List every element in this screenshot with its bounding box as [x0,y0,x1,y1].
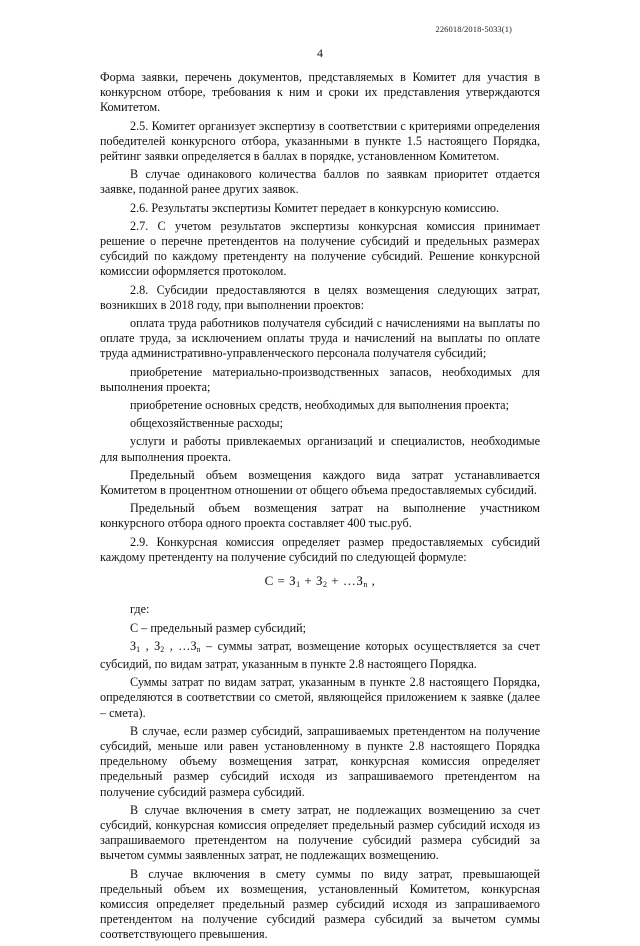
paragraph: В случае включения в смету затрат, не подлежащих возмещению за счет субсидий, конкурсная комиссия определяет предельный размер субсидий исходя из запрашиваемого претендентом на получение субсидий размера субсидий за вычетом суммы заявленных затрат, не подлежащих возмещению. [100,802,540,863]
paragraph: 2.8. Субсидии предоставляются в целях возмещения следующих затрат, возникших в 2018 году, при выполнении проектов: [100,282,540,312]
formula: $С = З_1 + З_2$ + $\dots З_n$ , [264,573,376,590]
document-body [100,70,540,946]
list-item: услуги и работы привлекаемых организаций и специалистов, необходимые для выполнения проекта. [100,434,540,464]
definition-z: $З_1$ , $З_2$ , $\dots З_n$ – суммы затрат, возмещение которых осуществляется за счет субсидий, по видам затрат, указанным в пункте 2.8 настоящего Порядка. [100,638,540,671]
list-item: приобретение основных средств, необходимых для выполнения проекта; [130,398,509,413]
definition-c: С – предельный размер субсидий; [130,620,307,635]
paragraph: В случае одинакового количества баллов по заявкам приоритет отдается заявке, поданной ранее других заявок. [100,167,540,197]
paragraph: В случае включения в смету суммы по виду затрат, превышающей предельный объем их возмещения, установленный Комитетом, конкурсная комиссия определяет предельный размер субсидий исходя из запрашиваемого претендентом на получение субсидий размера субсидий за вычетом суммы соответствующего превышения. [100,866,540,942]
paragraph: Предельный объем возмещения затрат на выполнение участником конкурсного отбора одного проекта составляет 400 тыс.руб. [100,501,540,531]
paragraph: В случае, если размер субсидий, запрашиваемых претендентом на получение субсидий, меньше или равен установленному в пункте 2.8 настоящего Порядка предельному объему возмещения затрат, конкурсная комиссия определяет предельный размер субсидий исходя из запрашиваемого претендентом на получение субсидий размера субсидий. [100,723,540,799]
paragraph: Форма заявки, перечень документов, представляемых в Комитет для участия в конкурсном отборе, требования к ним и сроки их представления утверждаются Комитетом. [100,70,540,115]
paragraph: 2.9. Конкурсная комиссия определяет размер предоставляемых субсидий каждому претенденту на получение субсидий по следующей формуле: [100,534,540,564]
list-item: общехозяйственные расходы; [130,416,284,431]
document-id: 226018/2018-5033(1) [435,24,512,34]
paragraph: Суммы затрат по видам затрат, указанным в пункте 2.8 настоящего Порядка, определяются в соответствии со сметой, являющейся приложением к заявке (далее – смета). [100,675,540,720]
paragraph: Предельный объем возмещения каждого вида затрат устанавливается Комитетом в процентном отношении от общего объема предоставляемых субсидий. [100,467,540,498]
where-label: где: [130,602,150,617]
paragraph: 2.5. Комитет организует экспертизу в соответствии с критериями определения победителей конкурсного отбора, указанными в пункте 1.5 настоящего Порядка, рейтинг заявки определяется в баллах в порядке, установленном Комитетом. [100,118,540,164]
list-item: приобретение материально-производственных запасов, необходимых для выполнения проекта; [100,364,540,394]
paragraph: 2.7. С учетом результатов экспертизы конкурсная комиссия принимает решение о перечне претендентов на получение субсидий и предельных размерах субсидий по каждому претенденту на получение субсидий. Решение конкурсной комиссии оформляется протоколом. [100,218,540,279]
list-item: оплата труда работников получателя субсидий с начислениями на выплаты по оплате труда, за исключением оплаты труда и начислений на выплаты по оплате труда административно-управленческого персонала получателя субсидий; [100,316,540,361]
page-number: 4 [317,46,323,60]
paragraph: 2.6. Результаты экспертизы Комитет передает в конкурсную комиссию. [130,200,500,215]
